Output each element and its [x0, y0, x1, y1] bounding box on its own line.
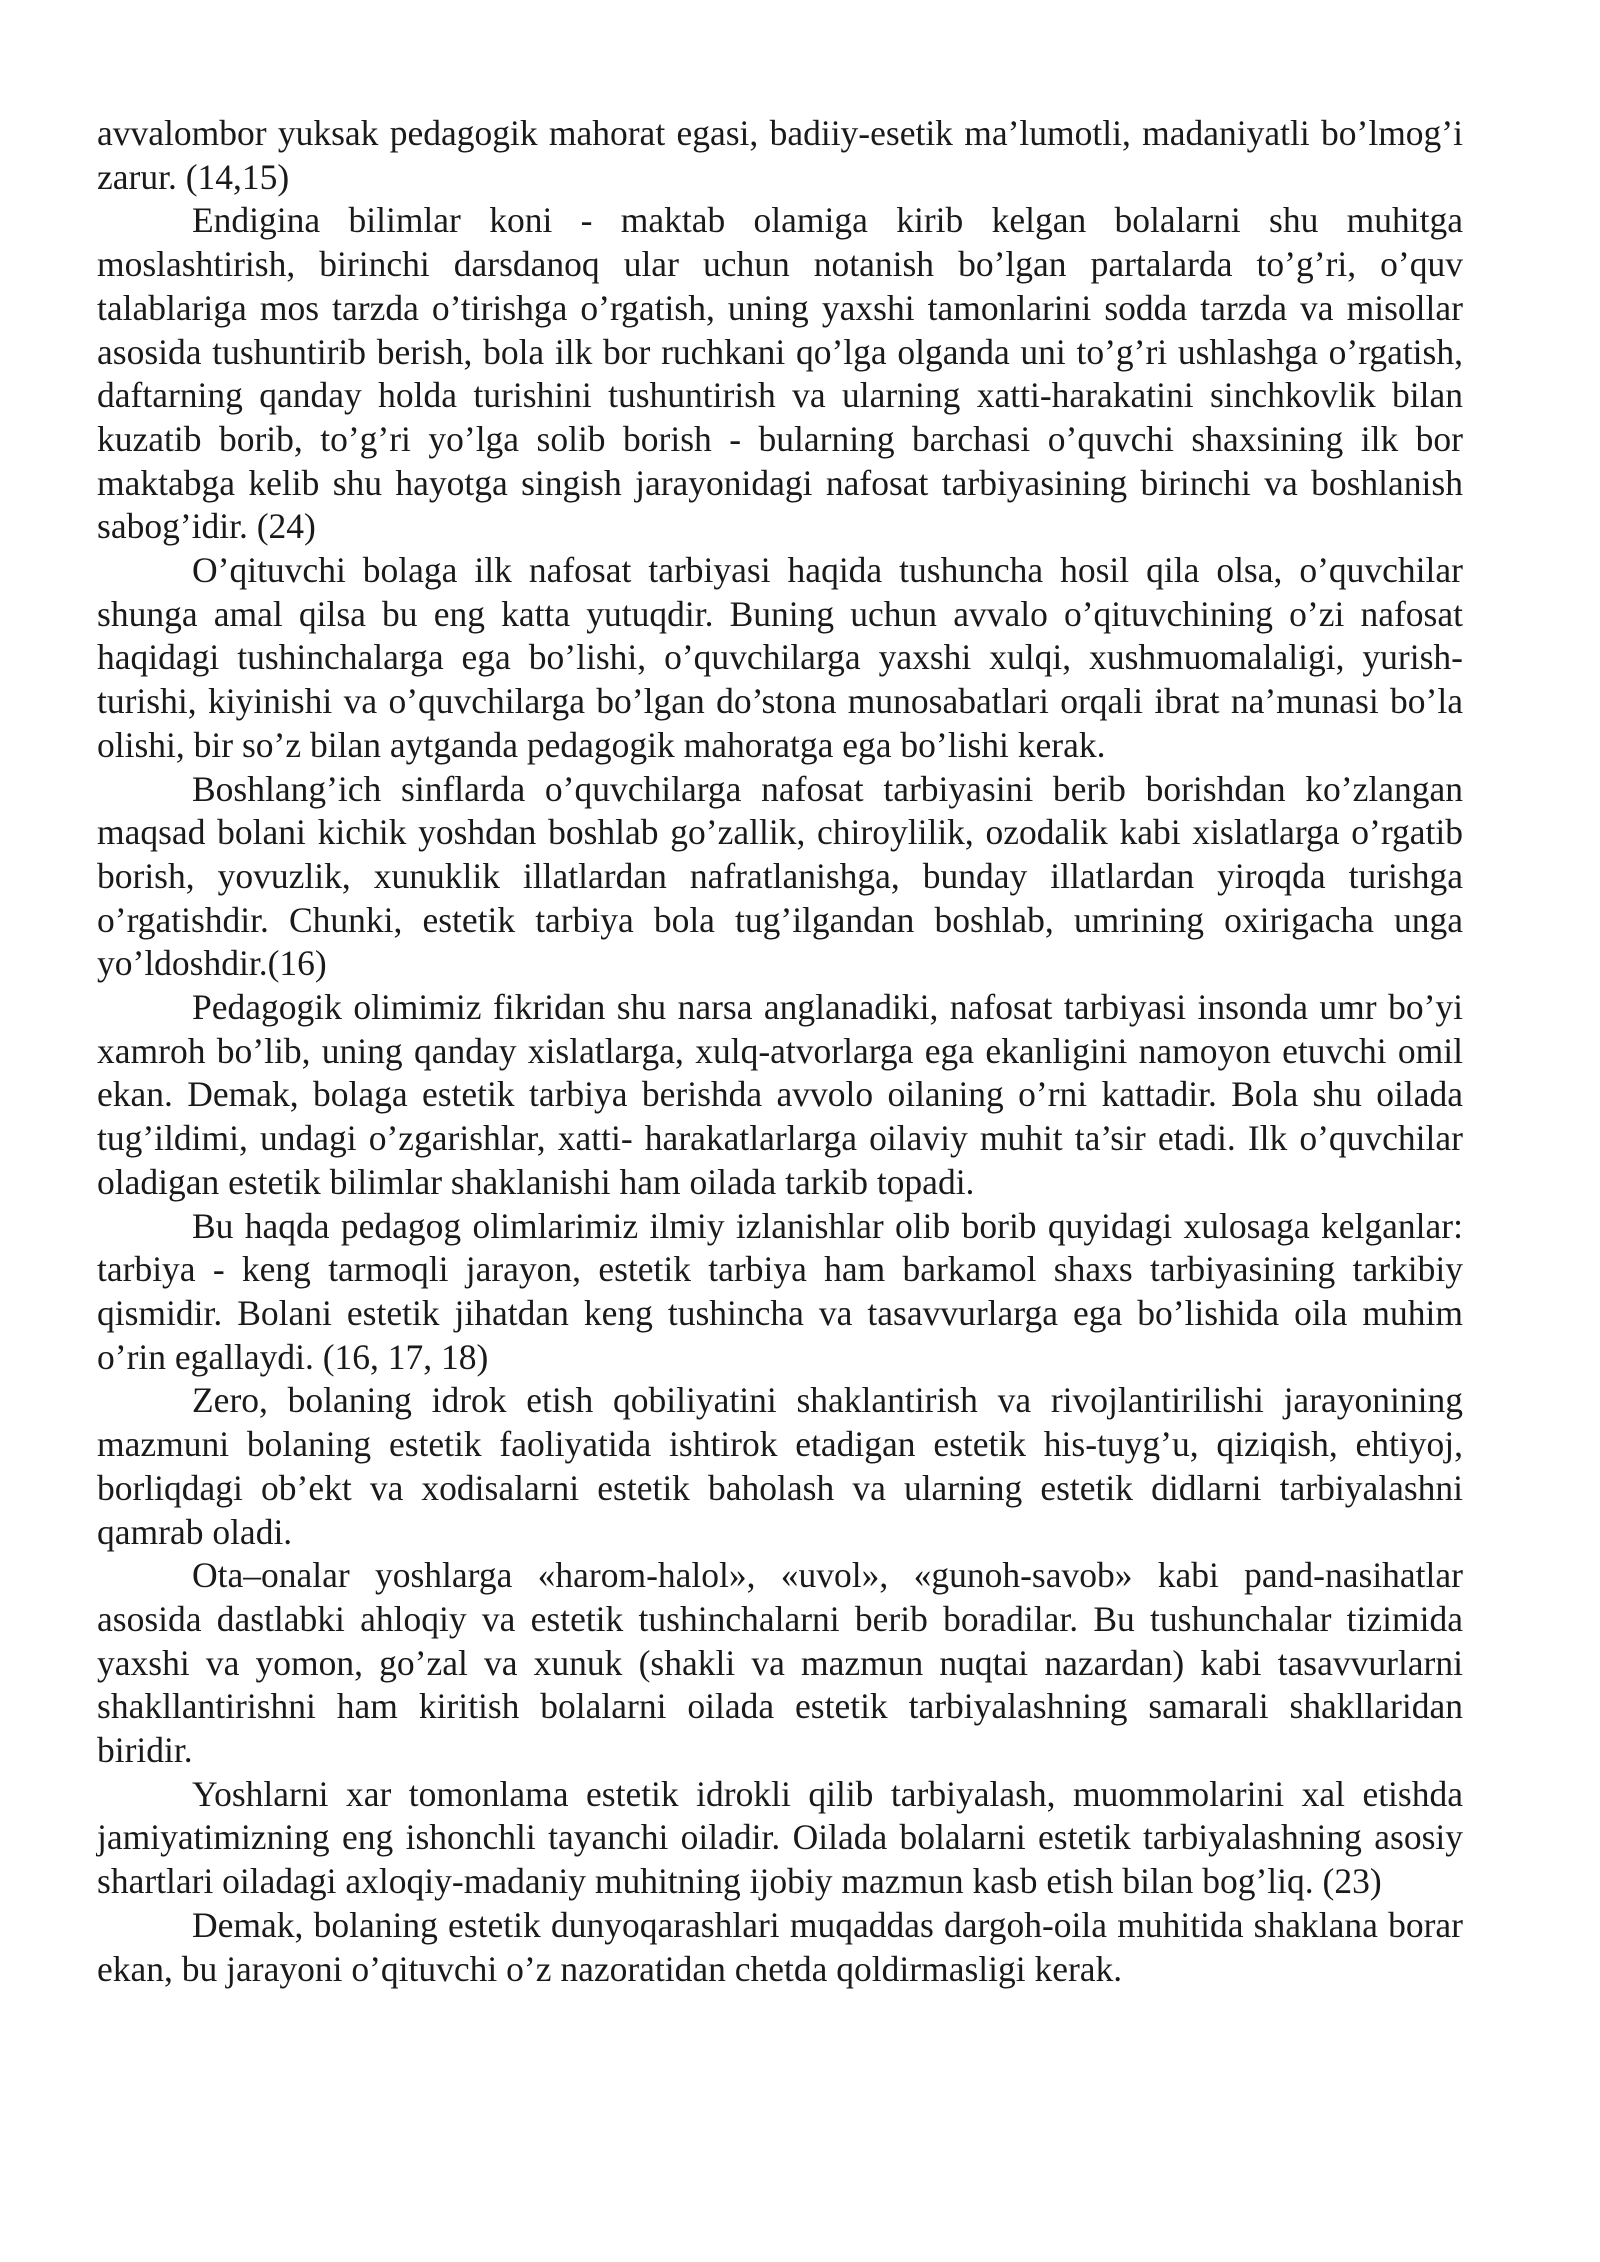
- paragraph: Pedagogik olimimiz fikridan shu narsa anglanadiki, nafosat tarbiyasi insonda umr bo’yi xamroh bo’lib, uning qanday xislatlarga, xulq-atvorlarga ega ekanligini namoyon etuvchi omil ekan. Demak, bolaga estetik tarbiya berishda avvolo oilaning o’rni kattadir. Bola shu oilada tug’ildimi, undagi o’zgarishlar, xatti- harakatlarlarga oilaviy muhit ta’sir etadi. Ilk o’quvchilar oladigan estetik bilimlar shaklanishi ham oilada tarkib topadi.: [97, 987, 1463, 1202]
- paragraph: Boshlang’ich sinflarda o’quvchilarga nafosat tarbiyasini berib borishdan ko’zlangan maqsad bolani kichik yoshdan boshlab go’zallik, chiroylilik, ozodalik kabi xislatlarga o’rgatib borish, yovuzlik, xunuklik illatlardan nafratlanishga, bunday illatlardan yiroqda turishga o’rgatishdir. Chunki, estetik tarbiya bola tug’ilgandan boshlab, umrining oxirigacha unga yo’ldoshdir.(16): [97, 768, 1463, 984]
- paragraph: Ota–onalar yoshlarga «harom-halol», «uvol», «gunoh-savob» kabi pand-nasihatlar asosida dastlabki ahloqiy va estetik tushinchalarni berib boradilar. Bu tushunchalar tizimida yaxshi va yomon, go’zal va xunuk (shakli va mazmun nuqtai nazardan) kabi tasavvurlarni shakllantirishni ham kiritish bolalarni oilada estetik tarbiyalashning samarali shakllaridan biridir.: [97, 1555, 1463, 1771]
- paragraph: Demak, bolaning estetik dunyoqarashlari muqaddas dargoh-oila muhitida shaklana borar ekan, bu jarayoni o’qituvchi o’z nazoratidan chetda qoldirmasligi kerak.: [97, 1904, 1463, 1989]
- paragraph: O’qituvchi bolaga ilk nafosat tarbiyasi haqida tushuncha hosil qila olsa, o’quvchilar shunga amal qilsa bu eng katta yutuqdir. Buning uchun avvalo o’qituvchining o’zi nafosat haqidagi tushinchalarga ega bo’lishi, o’quvchilarga yaxshi xulqi, xushmuomalaligi, yurish-turishi, kiyinishi va o’quvchilarga bo’lgan do’stona munosabatlari orqali ibrat na’munasi bo’la olishi, bir so’z bilan aytganda pedagogik mahoratga ega bo’lishi kerak.: [97, 550, 1463, 765]
- paragraph: Yoshlarni xar tomonlama estetik idrokli qilib tarbiyalash, muommolarini xal etishda jamiyatimizning eng ishonchli tayanchi oiladir. Oilada bolalarni estetik tarbiyalashning asosiy shartlari oiladagi axloqiy-madaniy muhitning ijobiy mazmun kasb etish bilan bog’liq. (23): [97, 1773, 1463, 1902]
- paragraph: Bu haqda pedagog olimlarimiz ilmiy izlanishlar olib borib quyidagi xulosaga kelganlar: tarbiya - keng tarmoqli jarayon, estetik tarbiya ham barkamol shaxs tarbiyasining tarkibiy qismidir. Bolani estetik jihatdan keng tushincha va tasavvurlarga ega bo’lishida oila muhim o’rin egallaydi. (16, 17, 18): [97, 1205, 1463, 1377]
- document-page: [97, 112, 1463, 1991]
- paragraph: Endigina bilimlar koni - maktab olamiga kirib kelgan bolalarni shu muhitga moslashtirish, birinchi darsdanoq ular uchun notanish bo’lgan partalarda to’g’ri, o’quv talablariga mos tarzda o’tirishga o’rgatish, uning yaxshi tamonlarini sodda tarzda va misollar asosida tushuntirib berish, bola ilk bor ruchkani qo’lga olganda uni to’g’ri ushlashga o’rgatish, daftarning qanday holda turishini tushuntirish va ularning xatti-harakatini sinchkovlik bilan kuzatib borib, to’g’ri yo’lga solib borish - bularning barchasi o’quvchi shaxsining ilk bor maktabga kelib shu hayotga singish jarayonidagi nafosat tarbiyasining birinchi va boshlanish sabog’idir. (24): [97, 200, 1463, 547]
- paragraph: Zero, bolaning idrok etish qobiliyatini shaklantirish va rivojlantirilishi jarayonining mazmuni bolaning estetik faoliyatida ishtirok etadigan estetik his-tuyg’u, qiziqish, ehtiyoj, borliqdagi ob’ekt va xodisalarni estetik baholash va ularning estetik didlarni tarbiyalashni qamrab oladi.: [97, 1380, 1463, 1552]
- paragraph-continuation: avvalombor yuksak pedagogik mahorat egasi, badiiy-esetik ma’lumotli, madaniyatli bo’lmog’i zarur. (14,15): [97, 113, 1463, 197]
